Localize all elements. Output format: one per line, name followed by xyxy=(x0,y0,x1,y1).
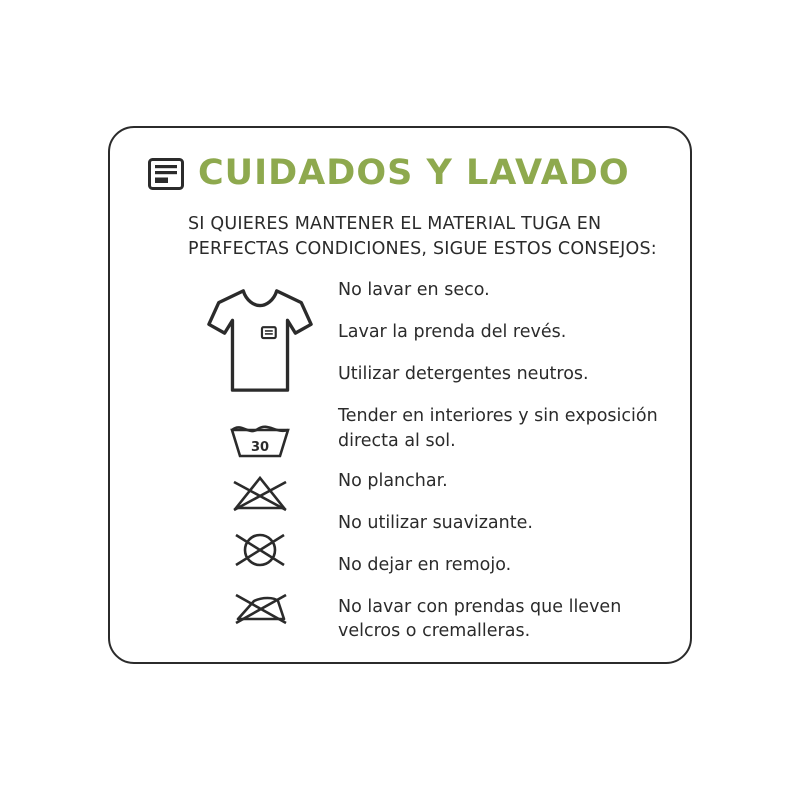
card-subtitle xyxy=(188,212,668,263)
do-not-iron-icon xyxy=(180,474,340,514)
card-body xyxy=(110,278,690,658)
care-label-icon xyxy=(148,157,184,191)
list-item: No lavar con prendas que lleven velcros o cremalleras. xyxy=(338,597,622,642)
list-item: No dejar en remojo. xyxy=(338,554,512,575)
subtitle-line-2: PERFECTAS CONDICIONES, SIGUE ESTOS CONSEJOS: xyxy=(188,239,657,260)
list-item: Tender en interiores y sin exposición directa al sol. xyxy=(338,406,658,451)
list-item: No utilizar suavizante. xyxy=(338,512,533,533)
list-item: Lavar la prenda del revés. xyxy=(338,322,567,343)
do-not-press-icon xyxy=(180,588,340,628)
instruction-list xyxy=(338,278,668,643)
symbol-column xyxy=(180,278,340,658)
subtitle-line-1: SI QUIERES MANTENER EL MATERIAL TUGA EN xyxy=(188,214,602,234)
care-instructions-card xyxy=(108,126,692,664)
list-item: Utilizar detergentes neutros. xyxy=(338,364,589,385)
list-item: No planchar. xyxy=(338,470,448,491)
tshirt-icon xyxy=(180,282,340,398)
card-header xyxy=(148,153,630,193)
do-not-bleach-icon xyxy=(180,530,340,570)
page-title: CUIDADOS Y LAVADO xyxy=(198,153,630,193)
list-item: No lavar en seco. xyxy=(338,280,490,300)
machine-wash-30-icon xyxy=(180,420,340,460)
wash-temperature-label: 30 xyxy=(250,440,270,455)
